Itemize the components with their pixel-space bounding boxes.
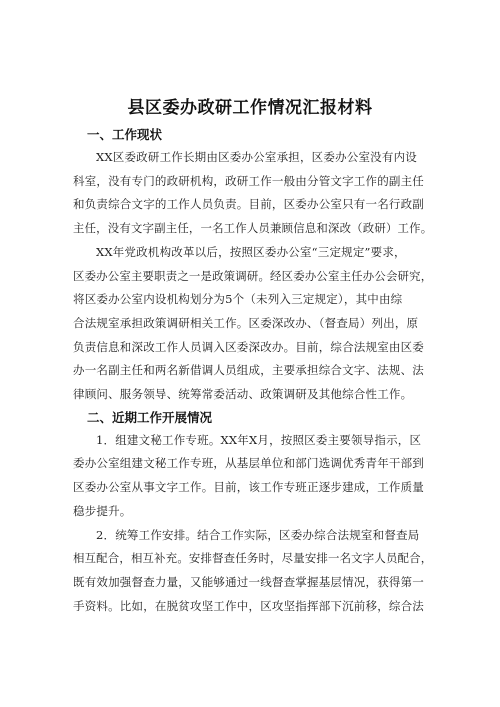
text-line: 相互配合，相互补充。安排督查任务时，尽量安排一名文字人员配合， [73, 551, 433, 566]
document-title: 县区委办政研工作情况汇报材料 [127, 98, 373, 118]
paragraph [73, 146, 435, 241]
text-line: 区委办公室从事文字工作。目前，该工作专班正逐步建成，工作质量 [73, 480, 424, 495]
text-line: 既有效加强督查力量，又能够通过一线督查掌握基层情况，获得第一 [73, 574, 424, 589]
text-line: 办一名副主任和两名新借调人员组成，主要承担综合文字、法规、法 [73, 363, 424, 378]
text-line: 和负责综合文字的工作人员负责。目前，区委办公室只有一名行政副 [73, 197, 424, 212]
text-line: 手资料。比如，在脱贫攻坚工作中，区攻坚指挥部下沉前移，综合法 [73, 598, 424, 613]
text-line: 1．组建文秘工作专班。XX年X月，按照区委主要领导指示，区 [96, 432, 422, 447]
text-line: 科室，没有专门的政研机构，政研工作一般由分管文字工作的副主任 [73, 173, 424, 188]
paragraph [73, 524, 435, 619]
section-heading: 二、近期工作开展情况 [87, 409, 213, 425]
text-line: 2．统筹工作安排。结合工作实际，区委办综合法规室和督查局 [96, 527, 420, 542]
text-line: 委办公室组建文秘工作专班，从基层单位和部门选调优秀青年干部到 [73, 456, 424, 471]
text-line: 区委办公室主要职责之一是政策调研。经区委办公室主任办公会研究， [73, 268, 433, 283]
text-line: 将区委办公室内设机构划分为5个（未列入三定规定），其中由综 [73, 292, 403, 307]
text-line: 律顾问、服务领导、统筹常委活动、政策调研及其他综合性工作。 [73, 387, 413, 402]
text-line: 主任，没有文字副主任，一名工作人员兼顾信息和深改（政研）工作。 [73, 221, 433, 236]
text-line: 稳步提升。 [73, 503, 132, 518]
text-line: 负责信息和深改工作人员调入区委深改办。目前，综合法规室由区委 [73, 339, 424, 354]
paragraph [73, 429, 435, 524]
document-body [73, 124, 435, 618]
text-line: XX年党政机构改革以后，按照区委办公室“三定规定”要求， [96, 244, 406, 259]
text-line: 合法规室承担政策调研相关工作。区委深改办、（督查局）列出，原 [73, 315, 419, 330]
section-heading: 一、工作现状 [87, 127, 163, 142]
text-line: XX区委政研工作长期由区委办公室承担，区委办公室没有内设 [96, 150, 417, 164]
paragraph [73, 241, 435, 407]
